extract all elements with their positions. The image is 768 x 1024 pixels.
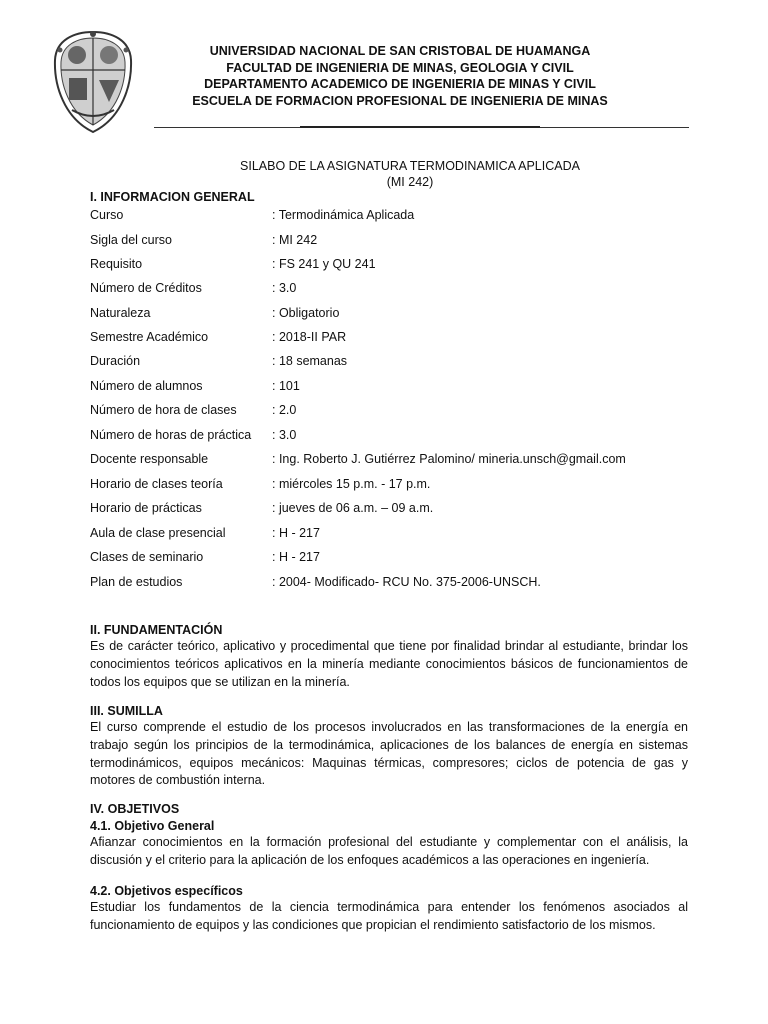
- info-value: : MI 242: [272, 232, 318, 247]
- info-value: : jueves de 06 a.m. – 09 a.m.: [272, 501, 434, 515]
- section-heading-fundamentacion: II. FUNDAMENTACIÓN: [90, 623, 223, 637]
- subheading-objetivo-general: 4.1. Objetivo General: [90, 819, 215, 833]
- info-row: [90, 206, 690, 224]
- info-value: : H - 217: [272, 550, 320, 564]
- info-label: Naturaleza: [90, 305, 151, 320]
- info-value: : 3.0: [272, 427, 297, 442]
- info-value: : Ing. Roberto J. Gutiérrez Palomino/ mineria.unsch@gmail.com: [272, 452, 626, 466]
- info-row: [90, 304, 690, 322]
- university-name: UNIVERSIDAD NACIONAL DE SAN CRISTOBAL DE HUAMANGA: [209, 44, 591, 58]
- info-label: Docente responsable: [90, 452, 209, 466]
- document-title-line: SILABO DE LA ASIGNATURA TERMODINAMICA APLICADA: [240, 159, 580, 173]
- info-label: Duración: [90, 354, 141, 368]
- info-row: [90, 231, 690, 249]
- info-label: Sigla del curso: [90, 232, 172, 247]
- info-value: : H - 217: [272, 525, 320, 540]
- info-label: Clases de seminario: [90, 550, 204, 564]
- sumilla-paragraph: El curso comprende el estudio de los procesos involucrados en las transformaciones de la energía en trabajo según los principios de la termodinámica, aplicaciones de los balances de energía en sistemas termodinámicos, equipos mecánicos: Maquinas térmicas, compresores; ciclos de potencia de gas y motores de combustión interna.: [90, 720, 688, 788]
- info-label: Requisito: [90, 257, 143, 271]
- section-heading-general-info: I. INFORMACION GENERAL: [90, 190, 255, 204]
- info-row: [90, 279, 690, 297]
- document-title: [160, 158, 660, 190]
- info-row: [90, 450, 690, 468]
- info-label: Semestre Académico: [90, 330, 209, 344]
- info-label: Curso: [90, 208, 124, 222]
- objetivo-general-paragraph: Afianzar conocimientos en la formación profesional del estudiante y complementar con el análisis, la discusión y el criterio para la aplicación de los enfoques académicos a las operaciones en ingeniería.: [90, 835, 688, 867]
- info-value: : 101: [272, 378, 300, 393]
- info-label: Número de horas de práctica: [90, 427, 252, 442]
- section-heading-sumilla: III. SUMILLA: [90, 704, 163, 718]
- institution-header: [150, 43, 650, 109]
- info-row: [90, 499, 690, 517]
- info-row: [90, 352, 690, 370]
- school-name: ESCUELA DE FORMACION PROFESIONAL DE INGENIERIA DE MINAS: [192, 93, 608, 108]
- info-row: [90, 573, 690, 591]
- department-name: DEPARTAMENTO ACADEMICO DE INGENIERIA DE MINAS Y CIVIL: [204, 77, 596, 91]
- info-row: [90, 401, 690, 419]
- header-divider-accent: [300, 126, 540, 128]
- info-label: Horario de prácticas: [90, 501, 202, 515]
- objetivos-especificos-paragraph: Estudiar los fundamentos de la ciencia termodinámica para entender los fenómenos asociados al funcionamiento de equipos y las condiciones que propician el rendimiento satisfactorio de los mismos.: [90, 900, 688, 932]
- info-row: [90, 328, 690, 346]
- info-row: [90, 475, 690, 493]
- info-value: : 2018-II PAR: [272, 330, 347, 344]
- info-row: [90, 524, 690, 542]
- info-value: : Termodinámica Aplicada: [272, 208, 415, 222]
- info-label: Número de hora de clases: [90, 403, 237, 417]
- info-row: [90, 255, 690, 273]
- info-label: Número de alumnos: [90, 378, 203, 393]
- info-label: Horario de clases teoría: [90, 476, 223, 491]
- fundamentacion-paragraph: Es de carácter teórico, aplicativo y procedimental que tiene por finalidad brindar al estudiante, brindar los conocimientos teóricos aplicativos en la minería mediante conocimientos básicos de funcionamientos de todos los equipos que se utilizan en la minería.: [90, 639, 688, 689]
- subheading-objetivos-especificos: 4.2. Objetivos específicos: [90, 884, 243, 898]
- info-value: : 18 semanas: [272, 354, 348, 368]
- info-row: [90, 377, 690, 395]
- info-label: Número de Créditos: [90, 281, 202, 295]
- info-value: : 2004- Modificado- RCU No. 375-2006-UNSCH.: [272, 574, 541, 589]
- course-code-line: (MI 242): [386, 175, 434, 189]
- info-value: : 3.0: [272, 281, 297, 295]
- faculty-name: FACULTAD DE INGENIERIA DE MINAS, GEOLOGIA Y CIVIL: [226, 60, 574, 75]
- section-heading-objetivos: IV. OBJETIVOS: [90, 802, 180, 816]
- info-value: : Obligatorio: [272, 305, 340, 320]
- info-row: [90, 426, 690, 444]
- info-label: Plan de estudios: [90, 574, 183, 589]
- university-seal-logo: [52, 30, 134, 134]
- info-value: : FS 241 y QU 241: [272, 257, 376, 271]
- info-value: : miércoles 15 p.m. - 17 p.m.: [272, 476, 431, 491]
- info-row: [90, 548, 690, 566]
- info-value: : 2.0: [272, 403, 297, 417]
- info-label: Aula de clase presencial: [90, 525, 226, 540]
